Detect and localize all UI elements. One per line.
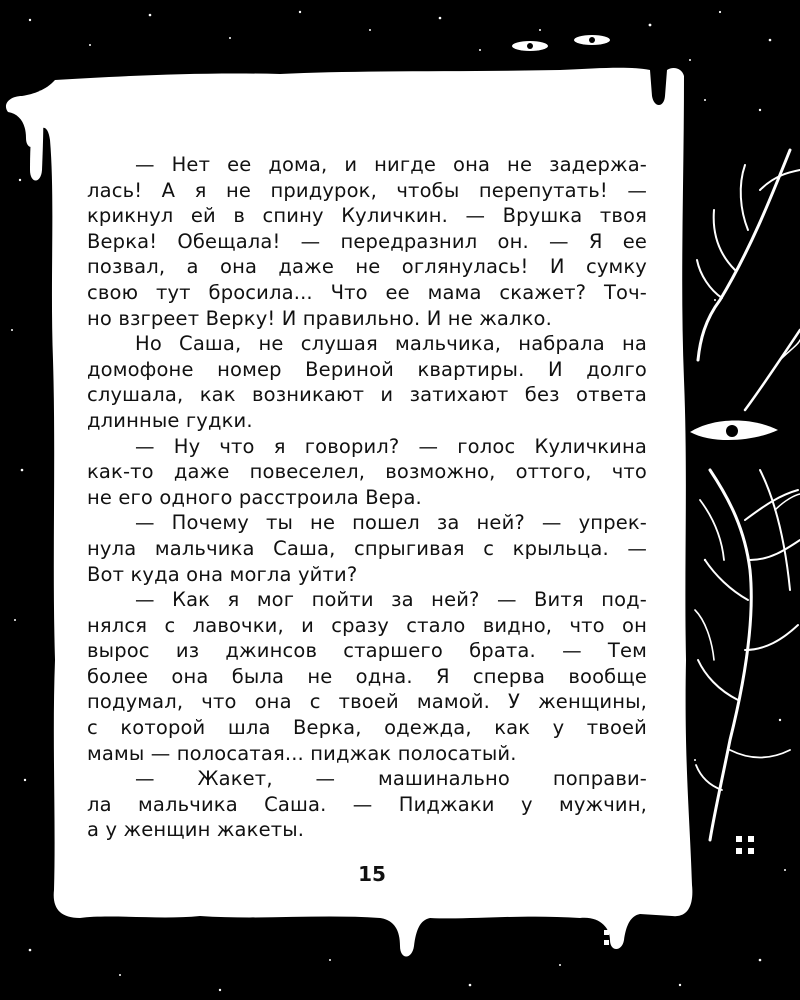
text-line: — Нет ее дома, и нигде она не задержа-: [135, 153, 647, 176]
text-line: вырос из джинсов старшего брата. — Тем: [87, 639, 647, 663]
text-line: — Жакет, — машинально поправи-: [135, 767, 647, 791]
text-line: не его одного расстроила Вера.: [87, 485, 422, 509]
text-line: домофоне номер Вериной квартиры. И долго: [87, 357, 647, 381]
text-line: но взгреет Верку! И правильно. И не жалко.: [87, 306, 552, 330]
text-line: слушала, как возникают и затихают без ответа: [87, 383, 647, 407]
text-line: крикнул ей в спину Куличкин. — Врушка твоя: [87, 204, 647, 228]
text-line: — Ну что я говорил? — голос Куличкина: [135, 434, 647, 458]
text-line: с которой шла Верка, одежда, как у твоей: [87, 716, 647, 740]
text-line: а у женщин жакеты.: [87, 818, 305, 842]
paragraph: [87, 510, 647, 587]
text-line: позвал, а она даже не оглянулась! И сумку: [87, 255, 647, 279]
creature-eye-icon: [690, 420, 778, 440]
text-line: Верка! Обещала! — передразнил он. — Я ее: [87, 229, 647, 253]
text-line: — Как я мог пойти за ней? — Витя под-: [135, 588, 647, 612]
text-line: ла мальчика Саша. — Пиджаки у мужчин,: [87, 792, 647, 816]
text-line: подумал, что она с твоей мамой. У женщины,: [87, 690, 647, 714]
page-number: 15: [358, 862, 386, 886]
paragraph: [87, 434, 647, 511]
text-line: как-то даже повеселел, возможно, оттого, что: [87, 460, 647, 484]
paragraph: [87, 152, 647, 331]
text-line: нялся с лавочки, и сразу стало видно, что он: [87, 613, 647, 637]
paragraph: [87, 331, 647, 433]
eyes-icon: [512, 35, 610, 51]
paragraph: [87, 587, 647, 766]
text-line: — Почему ты не пошел за ней? — упрек-: [135, 511, 647, 535]
text-line: Вот куда она могла уйти?: [87, 562, 358, 586]
text-line: свою тут бросила... Что ее мама скажет? Точ-: [87, 280, 647, 304]
text-line: более она была не одна. Я сперва вообще: [87, 664, 647, 688]
text-line: Но Саша, не слушая мальчика, набрала на: [135, 332, 647, 356]
branches-icon: [695, 150, 800, 840]
text-line: нула мальчика Саша, спрыгивая с крыльца. —: [87, 536, 647, 560]
page-text: [87, 152, 647, 843]
paragraph: [87, 766, 647, 843]
text-line: мамы — полосатая... пиджак полосатый.: [87, 741, 517, 765]
text-line: длинные гудки.: [87, 408, 253, 432]
text-line: лась! А я не придурок, чтобы перепутать! —: [87, 178, 647, 202]
